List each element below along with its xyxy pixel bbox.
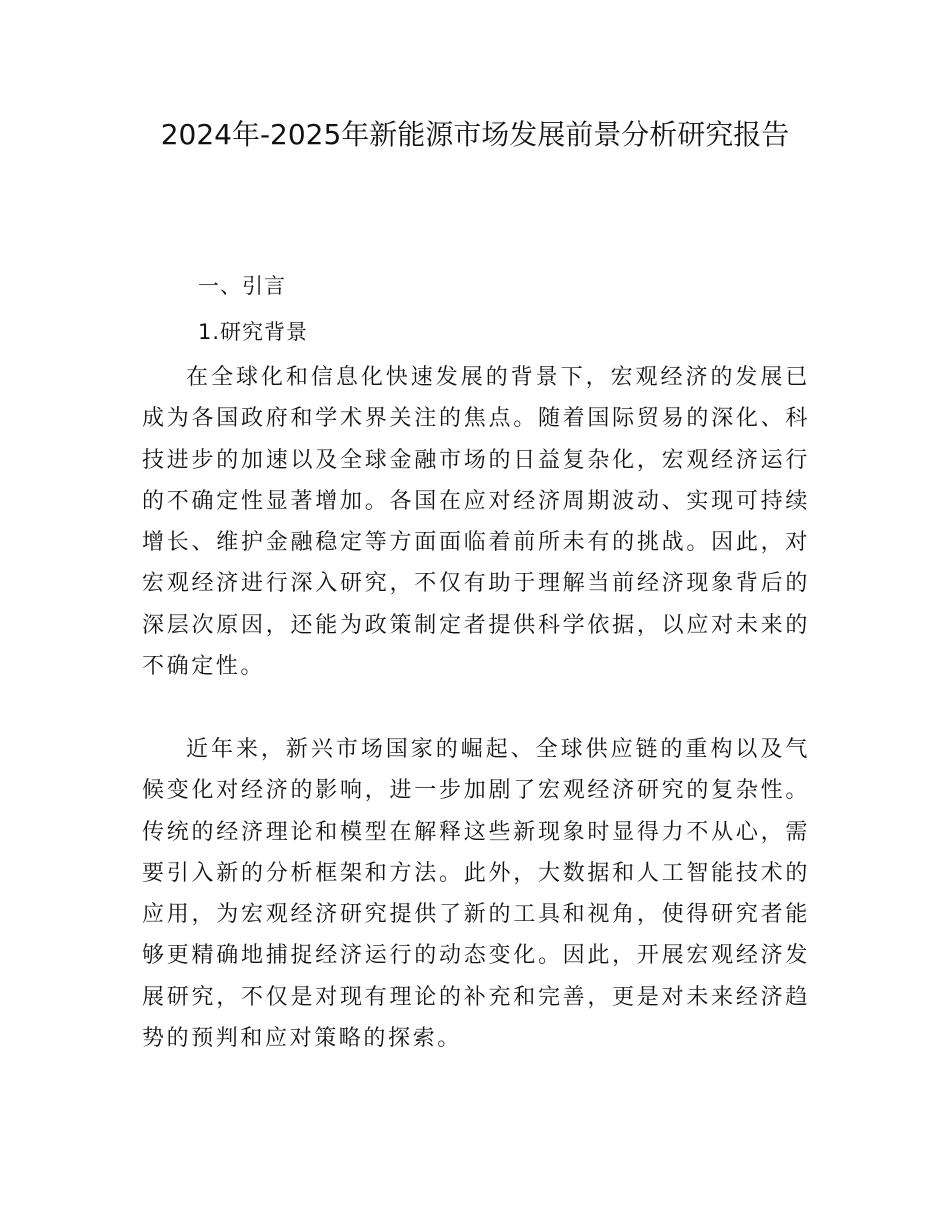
body-paragraph-2: 近年来，新兴市场国家的崛起、全球供应链的重构以及气候变化对经济的影响，进一步加剧了宏观经济研究的复杂性。传统的经济理论和模型在解释这些新现象时显得力不从心，需要引入新的分析框架和方法。此外，大数据和人工智能技术的应用，为宏观经济研究提供了新的工具和视角，使得研究者能够更精确地捕捉经济运行的动态变化。因此，开展宏观经济发展研究，不仅是对现有理论的补充和完善，更是对未来经济趋势的预判和应对策略的探索。: [142, 737, 810, 1052]
subsection-heading: 1.研究背景: [198, 320, 309, 344]
document-title: 2024年-2025年新能源市场发展前景分析研究报告: [160, 118, 790, 151]
section-heading: 一、引言: [198, 274, 286, 298]
body-paragraph-1: 在全球化和信息化快速发展的背景下，宏观经济的发展已成为各国政府和学术界关注的焦点。随着国际贸易的深化、科技进步的加速以及全球金融市场的日益复杂化，宏观经济运行的不确定性显著增加。各国在应对经济周期波动、实现可持续增长、维护金融稳定等方面面临着前所未有的挑战。因此，对宏观经济进行深入研究，不仅有助于理解当前经济现象背后的深层次原因，还能为政策制定者提供科学依据，以应对未来的不确定性。: [142, 365, 810, 680]
